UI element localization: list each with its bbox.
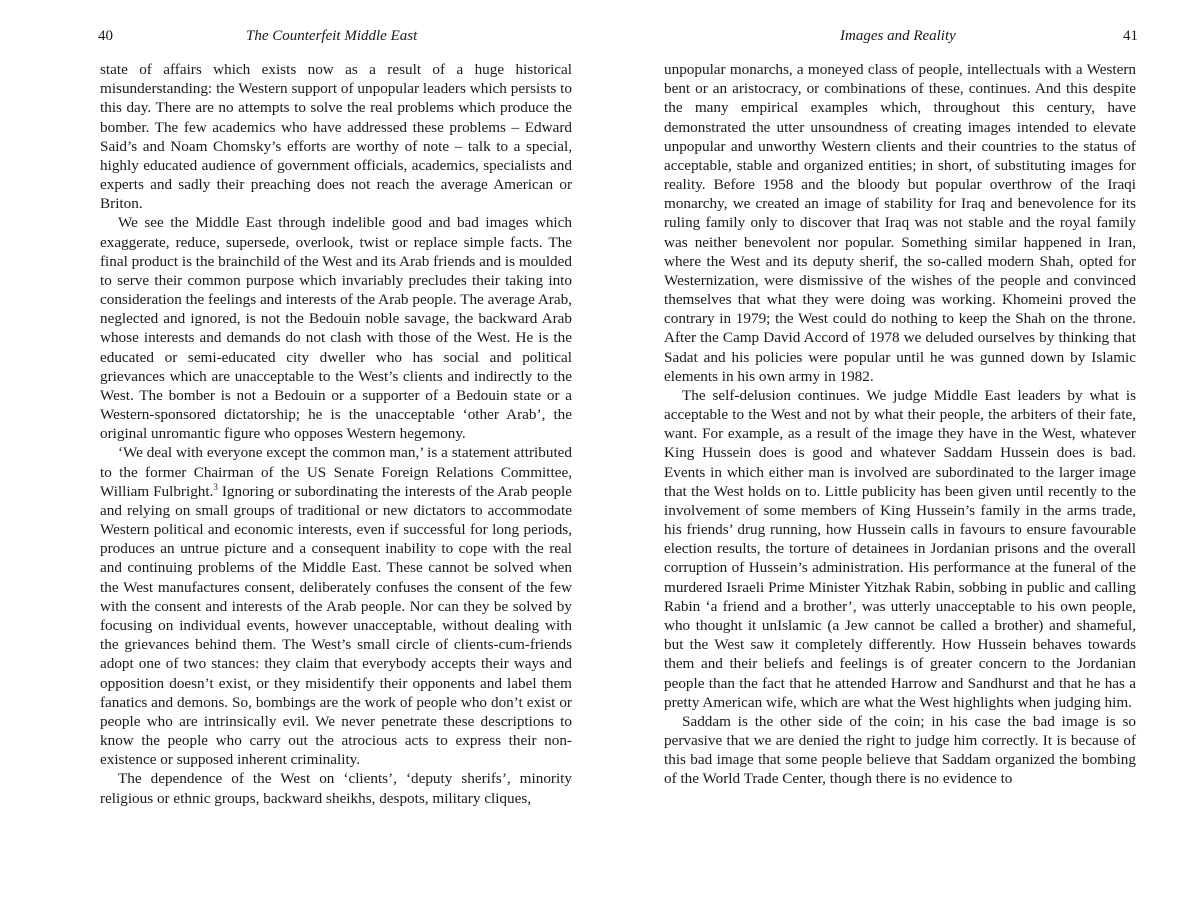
paragraph: unpopular monarchs, a moneyed class of people, intellectuals with a Western bent or an aristocracy, or combinations of these, continues. And this despite the many empirical examples which, throughout this century, have demonstrated the utter unsoundness of creating images intended to elevate unpopular and unworthy Western clients and their countries to the status of acceptable, stable and organized entities; in short, of substituting images for reality. Before 1958 and the bloody but popular overthrow of the Iraqi monarchy, we created an image of stability for Iraq and benevolence for its ruling family only to discover that Iraq was not stable and the royal family was neither benevolent nor popular. Something similar happened in Iran, where the West and its deputy sherif, the so-called modern Shah, opted for Westernization, were dismissive of the wishes of the people and convinced themselves that what they were doing was working. Khomeini proved the contrary in 1979; the West could do nothing to keep the Shah on the throne. After the Camp David Accord of 1978 we deluded ourselves by thinking that Sadat and his policies were popular until he was gunned down by Islamic elements in his own army in 1982. [664, 61, 1136, 385]
paragraph: The dependence of the West on ‘clients’, ‘deputy sherifs’, minority religious or ethnic groups, backward sheikhs, despots, military cliques, [100, 770, 572, 807]
paragraph [100, 443, 572, 769]
paragraph: Saddam is the other side of the coin; in his case the bad image is so pervasive that we are denied the right to judge him correctly. It is because of this bad image that some people believe that Saddam organized the bombing of the World Trade Center, though there is no evidence to [664, 712, 1136, 788]
page-body [100, 60, 572, 808]
page-number: 40 [98, 28, 113, 44]
paragraph: state of affairs which exists now as a result of a huge historical misunderstanding: the Western support of unpopular leaders which persists to this day. There are no attempts to solve the real problems which produce the bomber. The few academics who have addressed these problems – Edward Said’s and Noam Chomsky’s efforts are worthy of note – talk to a special, highly educated audience of government officials, academics, specialists and experts and sadly their preaching does not reach the average American or Briton. [100, 61, 572, 213]
paragraph: The self-delusion continues. We judge Middle East leaders by what is acceptable to the West and not by what their people, the arbiters of their fate, want. For example, as a result of the image they have in the West, whatever King Hussein does is good and whatever Saddam Hussein does is bad. Events in which either man is involved are subordinated to the larger image that the West holds on to. Little publicity has been given until recently to the involvement of some members of King Hussein’s family in the arms trade, his friends’ drug running, how Hussein calls in favours to ensure favourable election results, the torture of detainees in Jordanian prisons and the overall corruption of Hussein’s administration. His performance at the funeral of the murdered Israeli Prime Minister Yitzhak Rabin, sobbing in public and calling Rabin ‘a friend and a brother’, was utterly unacceptable to his own people, who thought it unIslamic (a Jew cannot be called a brother) and shameful, but the West saw it completely differently. How Hussein behaves towards them and their beliefs and feelings is of greater concern to the Jordanian people than the fact that he attended Harrow and Sandhurst and that he has a pretty American wife, which are what the West highlights when judging him. [664, 386, 1136, 711]
running-head: Images and Reality [840, 28, 956, 44]
page-number: 41 [1123, 28, 1138, 44]
footnote-marker: 3 [213, 481, 218, 492]
paragraph: We see the Middle East through indelible good and bad images which exaggerate, reduce, supersede, overlook, twist or replace simple facts. The final product is the brainchild of the West and its Arab friends and is moulded to serve their common purpose which invariably precludes their taking into consideration the feelings and interests of the Arab people. The average Arab, neglected and ignored, is not the Bedouin noble savage, the backward Arab whose interests and demands do not clash with those of the West. He is the educated or semi-educated city dweller who has social and political grievances which are unacceptable to the West’s clients and indirectly to the West. The bomber is not a Bedouin or a supporter of a Bedouin state or a Western-sponsored dictatorship; he is the unacceptable ‘other Arab’, the original unromantic figure who opposes Western hegemony. [100, 214, 572, 443]
paragraph-text: ‘We deal with everyone except the common man,’ is a statement attributed to the former Chairman of the US Senate Foreign Relations Committee, William Fulbright. [100, 444, 572, 500]
paragraph-text: Ignoring or subordinating the interests of the Arab people and relying on small groups of traditional or new dictators to accommodate Western political and economic interests, even if successful for long periods, produces an untrue picture and a consequent inability to cope with the real and continuing problems of the Middle East. These cannot be solved when the West manufactures consent, deliberately confuses the consent of the few with the consent and interests of the Arab people. Nor can they be solved by focusing on individual events, however unacceptable, without dealing with the grievances behind them. The West’s small circle of clients-cum-friends adopt one of two stances: they claim that everybody accepts their ways and opposition doesn’t exist, or they misidentify their opponents and label them fanatics and demons. So, bombings are the work of people who don’t exist or people who are intrinsically evil. We never penetrate these descriptions to know the people who carry out the atrocious acts to express their non-existence or supposed inherent criminality. [100, 482, 573, 769]
running-head: The Counterfeit Middle East [246, 28, 418, 44]
page-body [664, 60, 1136, 789]
